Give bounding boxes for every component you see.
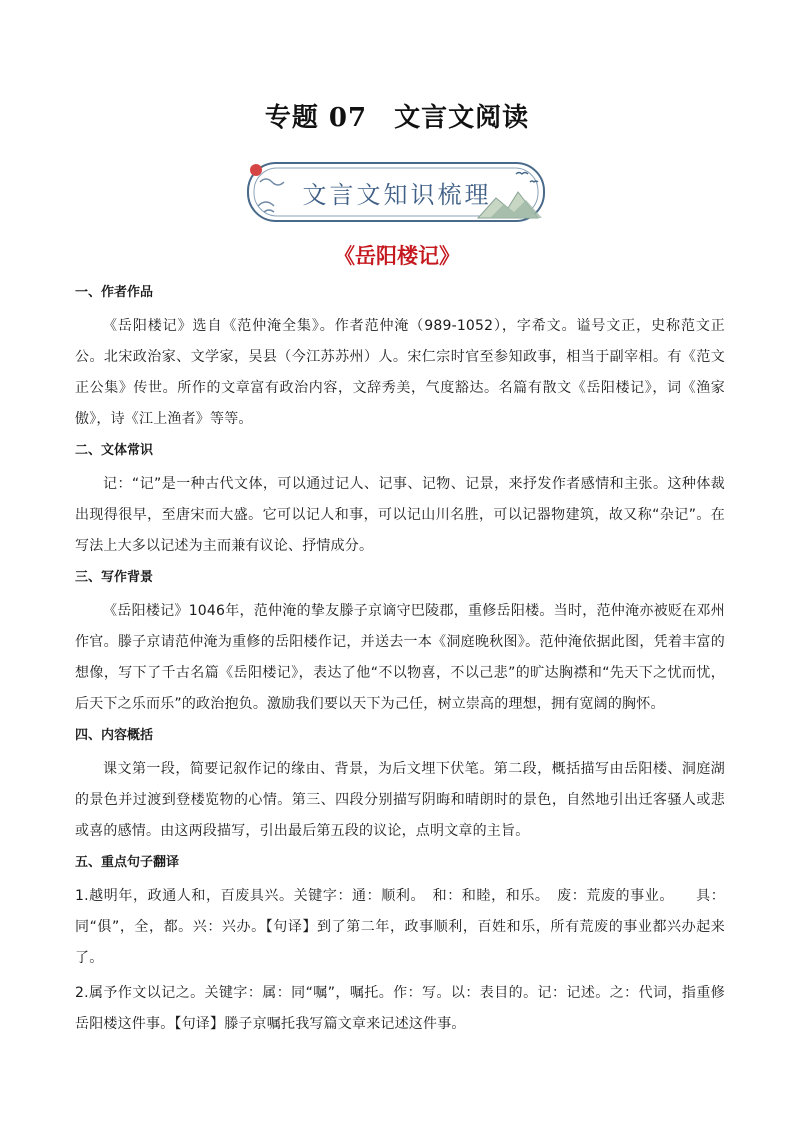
article-title: 《岳阳楼记》 xyxy=(334,243,460,268)
translation-item: 1.越明年，政通人和，百废具兴。关键字：通：顺利。 和：和睦，和乐。 废：荒废的事业。 具：同“俱”，全，都。兴：兴办。【句译】到了第二年，政事顺利，百姓和乐，所有荒废的事业都兴办起来了。 xyxy=(75,888,725,966)
section-heading: 四、内容概括 xyxy=(75,728,154,743)
paragraph: 记：“记”是一种古代文体，可以通过记人、记事、记物、记景，来抒发作者感情和主张。这种体裁出现得很早，至唐宋而大盛。它可以记人和事，可以记山川名胜，可以记器物建筑，故又称“杂记”。在写法上大多以记述为主而兼有议论、抒情成分。 xyxy=(75,476,725,554)
section-banner xyxy=(246,160,548,226)
document-body xyxy=(75,281,725,1044)
section-heading: 二、文体常识 xyxy=(75,443,154,458)
translation-item: 2.属予作文以记之。关键字：属：同“嘱”，嘱托。作：写。以：表目的。记：记述。之：代词，指重修岳阳楼这件事。【句译】滕子京嘱托我写篇文章来记述这件事。 xyxy=(75,985,725,1032)
paragraph: 《岳阳楼记》选自《范仲淹全集》。作者范仲淹（989-1052），字希文。谥号文正，史称范文正公。北宋政治家、文学家，吴县（今江苏苏州）人。宋仁宗时官至参知政事，相当于副宰相。有《范文正公集》传世。所作的文章富有政治内容，文辞秀美，气度豁达。名篇有散文《岳阳楼记》，词《渔家傲》，诗《江上渔者》等等。 xyxy=(75,318,725,427)
page-title: 专题 07 文言文阅读 xyxy=(264,103,530,133)
section-heading: 五、重点句子翻译 xyxy=(75,855,180,870)
banner-title: 文言文知识梳理 xyxy=(302,181,492,209)
paragraph: 《岳阳楼记》1046年，范仲淹的挚友滕子京谪守巴陵郡，重修岳阳楼。当时，范仲淹亦被贬在邓州作官。滕子京请范仲淹为重修的岳阳楼作记，并送去一本《洞庭晚秋图》。范仲淹依据此图，凭着丰富的想像，写下了千古名篇《岳阳楼记》，表达了他“不以物喜，不以己悲”的旷达胸襟和“先天下之忧而忧，后天下之乐而乐”的政治抱负。激励我们要以天下为己任，树立崇高的理想，拥有宽阔的胸怀。 xyxy=(75,603,725,712)
paragraph: 课文第一段，简要记叙作记的缘由、背景，为后文埋下伏笔。第二段，概括描写由岳阳楼、洞庭湖的景色并过渡到登楼览物的心情。第三、四段分别描写阴晦和晴朗时的景色，自然地引出迁客骚人或悲或喜的感情。由这两段描写，引出最后第五段的议论，点明文章的主旨。 xyxy=(75,761,725,839)
section-heading: 一、作者作品 xyxy=(75,285,154,300)
section-heading: 三、写作背景 xyxy=(75,570,154,585)
